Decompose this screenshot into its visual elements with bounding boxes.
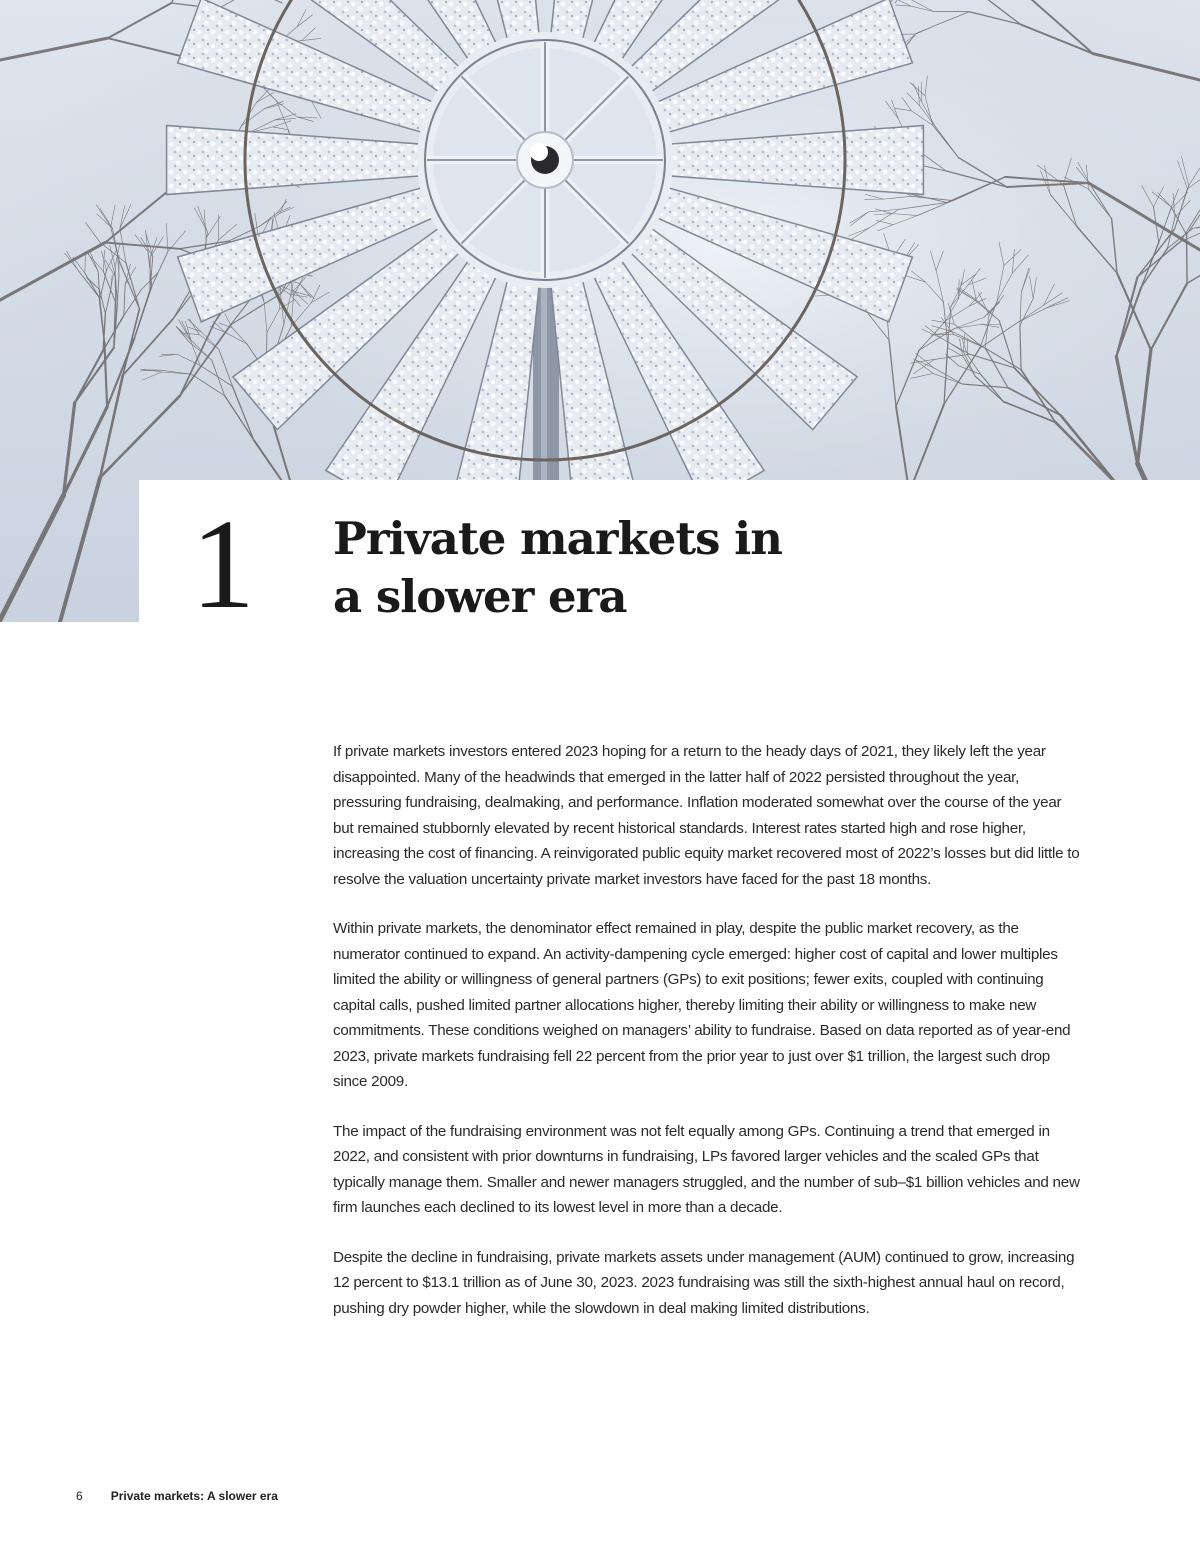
page-number: 6 [76,1489,83,1503]
paragraph-2: Within private markets, the denominator effect remained in play, despite the public market recovery, as the numerator continued to expand. An activity-dampening cycle emerged: higher cost of capital and lower multiples limited the ability or willingness of general partners (GPs) to exit positions; fewer exits, coupled with continuing capital calls, pushed limited partner allocations higher, thereby limiting their ability or willingness to make new commitments. These conditions weighed on managers’ ability to fundraise. Based on data reported as of year-end 2023, private markets fundraising fell 22 percent from the prior year to just over $1 trillion, the largest such drop since 2009. [333,920,1071,1090]
body-text [333,739,1083,1345]
chapter-title [333,510,782,626]
paragraph-1: If private markets investors entered 2023 hoping for a return to the heady days of 2021, they likely left the year disappointed. Many of the headwinds that emerged in the latter half of 2022 persisted throughout the year, pressuring fundraising, dealmaking, and performance. Inflation moderated somewhat over the course of the year but remained stubbornly elevated by recent historical standards. Interest rates started high and rose higher, increasing the cost of financing. A reinvigorated public equity market recovered most of 2022’s losses but did little to resolve the valuation uncertainty private market investors have faced for the past 18 months. [333,743,1080,888]
chapter-number: 1 [191,493,253,635]
page-footer [76,1489,278,1503]
footer-title: Private markets: A slower era [110,1489,278,1503]
paragraph-3: The impact of the fundraising environment was not felt equally among GPs. Continuing a trend that emerged in 2022, and consistent with prior downturns in fundraising, LPs favored larger vehicles and the scaled GPs that typically manage them. Smaller and newer managers struggled, and the number of sub–$1 billion vehicles and new firm launches each declined to its lowest level in more than a decade. [333,1122,1080,1216]
chapter-title-line-2: a slower era [333,570,627,623]
chapter-title-line-1: Private markets in [333,512,782,565]
paragraph-4: Despite the decline in fundraising, private markets assets under management (AUM) continued to grow, increasing 12 percent to $13.1 trillion as of June 30, 2023. 2023 fundraising was still the sixth-highest annual haul on record, pushing dry powder higher, while the slowdown in deal making limited distributions. [333,1248,1075,1317]
